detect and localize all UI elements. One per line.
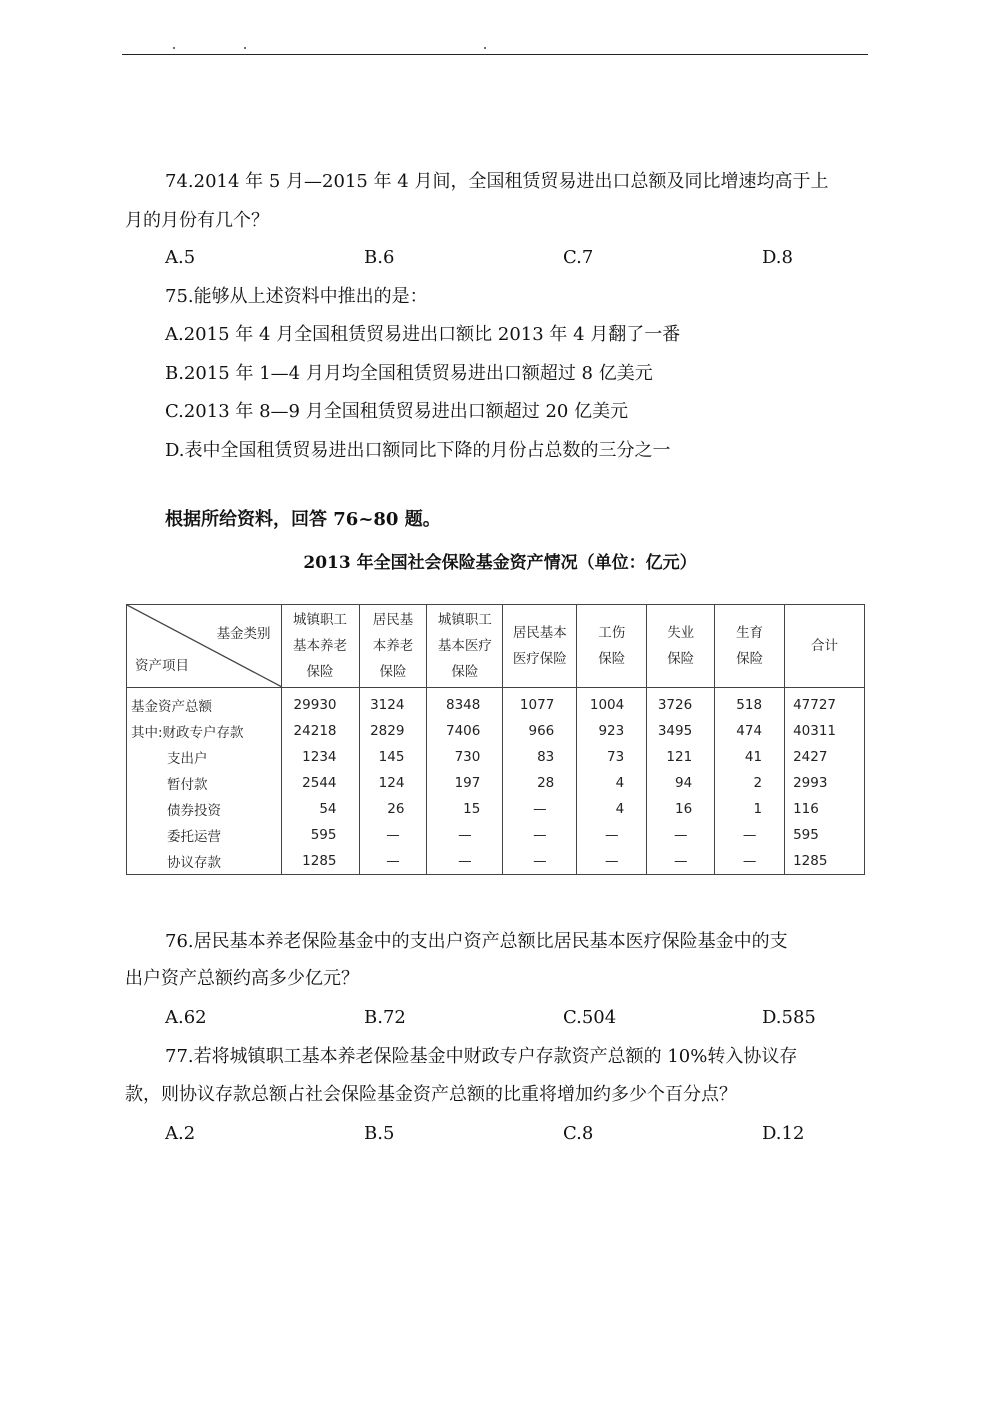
table-cell: 1 xyxy=(715,796,785,822)
table-cell: 1285 xyxy=(281,848,359,875)
col-header xyxy=(427,605,503,688)
table-cell: 16 xyxy=(647,796,715,822)
table-cell: — xyxy=(427,848,503,875)
table-cell: 15 xyxy=(427,796,503,822)
table-cell: 3124 xyxy=(359,688,427,719)
table-cell: — xyxy=(577,822,647,848)
table-cell: 41 xyxy=(715,744,785,770)
table-cell: 4 xyxy=(577,796,647,822)
table-row xyxy=(127,744,865,770)
table-cell: — xyxy=(359,848,427,875)
table-cell: — xyxy=(359,822,427,848)
table-cell: 116 xyxy=(785,796,865,822)
table-cell: 2427 xyxy=(785,744,865,770)
table-cell: 2544 xyxy=(281,770,359,796)
table-cell: 923 xyxy=(577,718,647,744)
table-cell: 1077 xyxy=(503,688,577,719)
table-title: 2013 年全国社会保险基金资产情况（单位：亿元） xyxy=(303,553,697,573)
table-cell: 8348 xyxy=(427,688,503,719)
q76-option-b[interactable]: B.72 xyxy=(364,1007,406,1028)
col-header xyxy=(785,605,865,688)
table-cell: 2829 xyxy=(359,718,427,744)
q77-option-a[interactable]: A.2 xyxy=(165,1123,196,1144)
table-row xyxy=(127,718,865,744)
q75-stem: 75.能够从上述资料中推出的是： xyxy=(165,286,428,307)
table-cell: 1004 xyxy=(577,688,647,719)
table-row xyxy=(127,770,865,796)
table-cell: 94 xyxy=(647,770,715,796)
q74-stem-line2: 月的月份有几个？ xyxy=(125,210,269,231)
q74-option-d[interactable]: D.8 xyxy=(762,247,793,268)
table-corner-header xyxy=(127,605,282,688)
col-header xyxy=(577,605,647,688)
q77-stem-line1: 77.若将城镇职工基本养老保险基金中财政专户存款资产总额的 10%转入协议存 xyxy=(165,1046,798,1067)
col-header-label: 居民基 本养老 保险 xyxy=(372,612,414,680)
table-cell: 26 xyxy=(359,796,427,822)
row-label: 其中:财政专户存款 xyxy=(127,718,282,744)
table-cell: 1234 xyxy=(281,744,359,770)
table-cell: 474 xyxy=(715,718,785,744)
table-cell: — xyxy=(503,822,577,848)
header-dot xyxy=(173,47,175,49)
table-cell: 2 xyxy=(715,770,785,796)
corner-label-item: 资产项目 xyxy=(135,658,189,674)
q75-option-d[interactable]: D.表中全国租赁贸易进出口额同比下降的月份占总数的三分之一 xyxy=(165,440,671,461)
row-label: 基金资产总额 xyxy=(127,688,282,719)
table-cell: 83 xyxy=(503,744,577,770)
table-cell: 29930 xyxy=(281,688,359,719)
q75-option-c[interactable]: C.2013 年 8—9 月全国租赁贸易进出口额超过 20 亿美元 xyxy=(165,401,629,422)
table-cell: 24218 xyxy=(281,718,359,744)
header-dot xyxy=(484,47,486,49)
col-header-label: 合计 xyxy=(811,638,839,654)
table-cell: — xyxy=(647,848,715,875)
col-header xyxy=(359,605,427,688)
table-cell: 197 xyxy=(427,770,503,796)
table-cell: — xyxy=(715,848,785,875)
col-header-label: 生育 保险 xyxy=(736,625,764,667)
q75-option-a[interactable]: A.2015 年 4 月全国租赁贸易进出口额比 2013 年 4 月翻了一番 xyxy=(165,324,681,345)
col-header-label: 城镇职工 基本医疗 保险 xyxy=(437,612,492,680)
q76-option-a[interactable]: A.62 xyxy=(165,1007,207,1028)
q76-option-c[interactable]: C.504 xyxy=(563,1007,617,1028)
col-header xyxy=(281,605,359,688)
col-header xyxy=(715,605,785,688)
q74-option-c[interactable]: C.7 xyxy=(563,247,594,268)
q76-stem-line2: 出户资产总额约高多少亿元？ xyxy=(125,968,359,989)
row-label: 支出户 xyxy=(127,744,282,770)
table-cell: 2993 xyxy=(785,770,865,796)
col-header-label: 失业 保险 xyxy=(667,625,695,667)
insurance-fund-table xyxy=(126,604,865,870)
table-cell: 595 xyxy=(785,822,865,848)
table-cell: 518 xyxy=(715,688,785,719)
table-cell: 7406 xyxy=(427,718,503,744)
col-header-label: 工伤 保险 xyxy=(598,625,626,667)
table-cell: — xyxy=(647,822,715,848)
table-cell: — xyxy=(427,822,503,848)
table-cell: 145 xyxy=(359,744,427,770)
table-row xyxy=(127,822,865,848)
q74-option-a[interactable]: A.5 xyxy=(165,247,196,268)
col-header-label: 城镇职工 基本养老 保险 xyxy=(293,612,348,680)
row-label: 暂付款 xyxy=(127,770,282,796)
table-cell: 4 xyxy=(577,770,647,796)
table-cell: 124 xyxy=(359,770,427,796)
row-label: 协议存款 xyxy=(127,848,282,875)
table-cell: 730 xyxy=(427,744,503,770)
table-cell: 40311 xyxy=(785,718,865,744)
q76-stem-line1: 76.居民基本养老保险基金中的支出户资产总额比居民基本医疗保险基金中的支 xyxy=(165,931,788,952)
table-cell: 121 xyxy=(647,744,715,770)
col-header xyxy=(503,605,577,688)
table-cell: 28 xyxy=(503,770,577,796)
table-cell: 595 xyxy=(281,822,359,848)
table-cell: 54 xyxy=(281,796,359,822)
table-cell: — xyxy=(503,848,577,875)
table-cell: 1285 xyxy=(785,848,865,875)
q77-option-b[interactable]: B.5 xyxy=(364,1123,395,1144)
table-cell: — xyxy=(715,822,785,848)
row-label: 债券投资 xyxy=(127,796,282,822)
table-cell: 73 xyxy=(577,744,647,770)
q74-option-b[interactable]: B.6 xyxy=(364,247,395,268)
corner-label-category: 基金类别 xyxy=(216,626,271,642)
table-row xyxy=(127,796,865,822)
table-cell: 3495 xyxy=(647,718,715,744)
table-cell: — xyxy=(503,796,577,822)
q77-option-d[interactable]: D.12 xyxy=(762,1123,805,1144)
table-cell: 47727 xyxy=(785,688,865,719)
table-cell: 966 xyxy=(503,718,577,744)
q76-option-d[interactable]: D.585 xyxy=(762,1007,816,1028)
q77-option-c[interactable]: C.8 xyxy=(563,1123,594,1144)
q75-option-b[interactable]: B.2015 年 1—4 月月均全国租赁贸易进出口额超过 8 亿美元 xyxy=(165,363,653,384)
q74-stem-line1: 74.2014 年 5 月—2015 年 4 月间，全国租赁贸易进出口总额及同比增速均高于上 xyxy=(165,171,829,192)
header-rule xyxy=(122,54,868,55)
table-cell: 3726 xyxy=(647,688,715,719)
col-header xyxy=(647,605,715,688)
q77-stem-line2: 款，则协议存款总额占社会保险基金资产总额的比重将增加约多少个百分点？ xyxy=(125,1084,737,1105)
table-row xyxy=(127,848,865,875)
table-cell: — xyxy=(577,848,647,875)
header-dot xyxy=(244,47,246,49)
section-intro: 根据所给资料，回答 76~80 题。 xyxy=(165,509,441,530)
col-header-label: 居民基本 医疗保险 xyxy=(512,625,567,667)
row-label: 委托运营 xyxy=(127,822,282,848)
table-row xyxy=(127,688,865,719)
